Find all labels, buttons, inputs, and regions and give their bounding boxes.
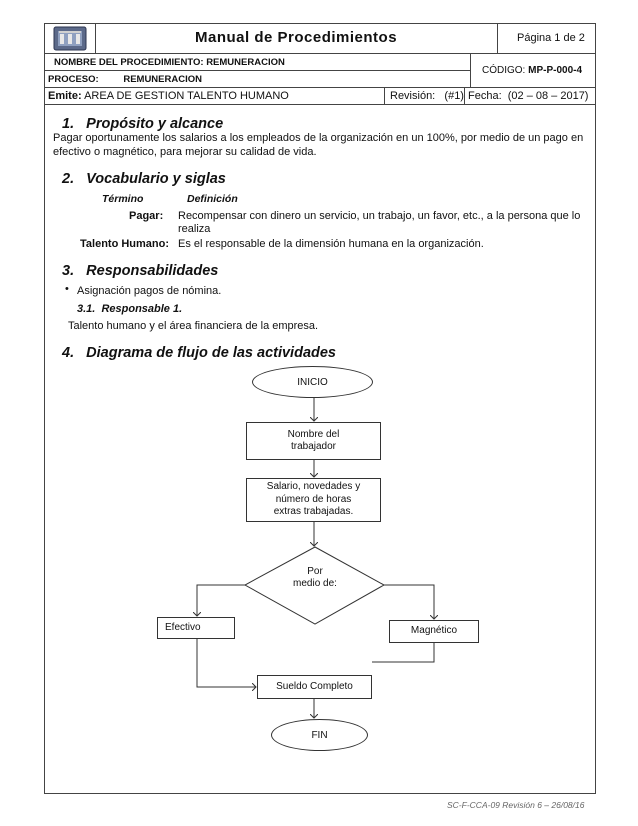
section-1-title: 1. Propósito y alcance	[62, 116, 224, 132]
term-definition: Es el responsable de la dimensión humana en la organización.	[178, 238, 484, 250]
section-1-text: Pagar oportunamente los salarios a los empleados de la organización en un 100%, por medio de un pago en	[53, 132, 584, 144]
flowchart-step-worker-name: Nombre del trabajador	[246, 422, 381, 460]
process-label: PROCESO: REMUNERACION	[48, 74, 202, 85]
flowchart-step-full-salary: Sueldo Completo	[257, 675, 372, 699]
bullet-dot: •	[65, 283, 69, 295]
flowchart-end: FIN	[271, 719, 368, 751]
revision: Revisión: (#1)	[390, 90, 464, 102]
subsection-title: 3.1. Responsable 1.	[77, 303, 183, 315]
flowchart-option-cash: Efectivo	[157, 617, 235, 639]
section-4-title: 4. Diagrama de flujo de las actividades	[62, 345, 336, 361]
procedure-label: NOMBRE DEL PROCEDIMIENTO: REMUNERACION	[54, 57, 285, 68]
emitter: Emite: AREA DE GESTION TALENTO HUMANO	[48, 90, 289, 102]
term-label: Talento Humano:	[80, 238, 170, 250]
footer-code: SC-F-CCA-09 Revisión 6 – 26/08/16	[447, 800, 585, 810]
term-definition: Recompensar con dinero un servicio, un trabajo, un favor, etc., a la persona que lo	[178, 210, 581, 222]
section-2-title: 2. Vocabulario y siglas	[62, 171, 226, 187]
document-title: Manual de Procedimientos	[195, 29, 398, 46]
flowchart-step-salary: Salario, novedades y número de horas extras trabajadas.	[246, 478, 381, 522]
flowchart-decision-label: Por medio de:	[293, 566, 337, 589]
term-definition: realiza	[178, 223, 211, 235]
definition-column-header: Definición	[187, 193, 238, 205]
page-number: Página 1 de 2	[517, 32, 585, 44]
date: Fecha: (02 – 08 – 2017)	[468, 90, 589, 102]
subsection-text: Talento humano y el área financiera de la empresa.	[68, 320, 319, 332]
responsibility-item: Asignación pagos de nómina.	[77, 285, 222, 297]
section-1-text: efectivo o magnético, para mejorar su calidad de vida.	[53, 146, 317, 158]
flowchart-start: INICIO	[252, 366, 373, 398]
section-3-title: 3. Responsabilidades	[62, 263, 219, 279]
term-column-header: Término	[102, 193, 144, 205]
term-label: Pagar:	[129, 210, 164, 222]
flowchart-option-magnetic: Magnético	[389, 620, 479, 643]
document-code: CÓDIGO: MP-P-000-4	[482, 65, 583, 76]
